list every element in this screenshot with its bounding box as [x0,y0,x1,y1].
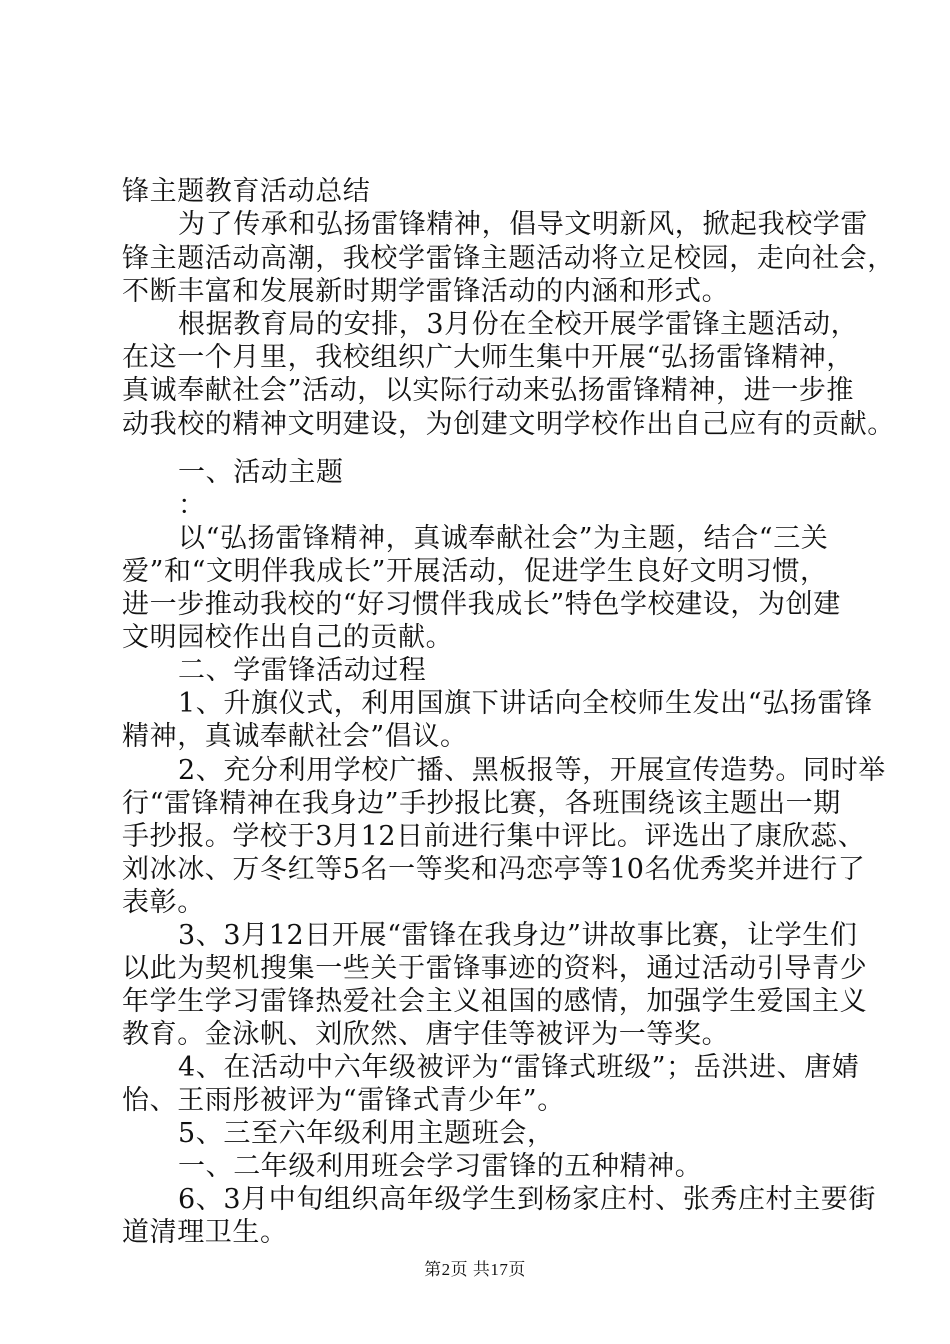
text-line: 行“雷锋精神在我身边”手抄报比赛，各班围绕该主题出一期 [122,788,841,819]
text-line: 刘冰冰、万冬红等5名一等奖和冯恋亭等10名优秀奖并进行了 [122,854,866,885]
text-line: 以此为契机搜集一些关于雷锋事迹的资料，通过活动引导青少 [122,953,868,984]
text-line: 手抄报。学校于3月12日前进行集中评比。评选出了康欣蕊、 [122,821,866,852]
text-line: 6、3月中旬组织高年级学生到杨家庄村、张秀庄村主要街 [178,1184,876,1215]
text-line: 1、升旗仪式，利用国旗下讲话向全校师生发出“弘扬雷锋 [178,688,873,719]
text-line: 道清理卫生。 [122,1217,288,1248]
text-line: 一、活动主题 [178,457,344,488]
text-line: 2、充分利用学校广播、黑板报等，开展宣传造势。同时举 [178,755,886,786]
text-line: 一、二年级利用班会学习雷锋的五种精神。 [178,1151,703,1182]
document-title-line: 锋主题教育活动总结 [122,176,371,207]
text-line: 怡、王雨彤被评为“雷锋式青少年”。 [122,1085,565,1116]
text-line: 文明园校作出自己的贡献。 [122,622,454,653]
text-line: 以“弘扬雷锋精神，真诚奉献社会”为主题，结合“三关 [178,523,829,554]
text-line: 锋主题活动高潮，我校学雷锋主题活动将立足校园，走向社会， [122,243,895,274]
text-line: 根据教育局的安排，3月份在全校开展学雷锋主题活动， [178,309,859,340]
text-line: 动我校的精神文明建设，为创建文明学校作出自己应有的贡献。 [122,409,895,440]
text-line: 进一步推动我校的“好习惯伴我成长”特色学校建设，为创建 [122,589,841,620]
text-line: 3、3月12日开展“雷锋在我身边”讲故事比赛，让学生们 [178,920,858,951]
text-line: 4、在活动中六年级被评为“雷锋式班级”；岳洪进、唐婧 [178,1052,860,1083]
text-line: 5、三至六年级利用主题班会， [178,1118,555,1149]
text-line: 教育。金泳帆、刘欣然、唐宇佳等被评为一等奖。 [122,1019,730,1050]
text-line: 年学生学习雷锋热爱社会主义祖国的感情，加强学生爱国主义 [122,986,868,1017]
text-line: 在这一个月里，我校组织广大师生集中开展“弘扬雷锋精神， [122,342,855,373]
text-line: 真诚奉献社会”活动，以实际行动来弘扬雷锋精神，进一步推 [122,375,855,406]
page-footer: 第2页 共17页 [424,1260,526,1279]
text-line: 二、学雷锋活动过程 [178,655,427,686]
text-line: 精神，真诚奉献社会”倡议。 [122,721,468,752]
text-line: 表彰。 [122,887,205,918]
text-line: 不断丰富和发展新时期学雷锋活动的内涵和形式。 [122,276,730,307]
text-line: 爱”和“文明伴我成长”开展活动，促进学生良好文明习惯， [122,556,828,587]
text-line: 为了传承和弘扬雷锋精神，倡导文明新风，掀起我校学雷 [178,209,868,240]
text-line: ： [178,490,206,521]
